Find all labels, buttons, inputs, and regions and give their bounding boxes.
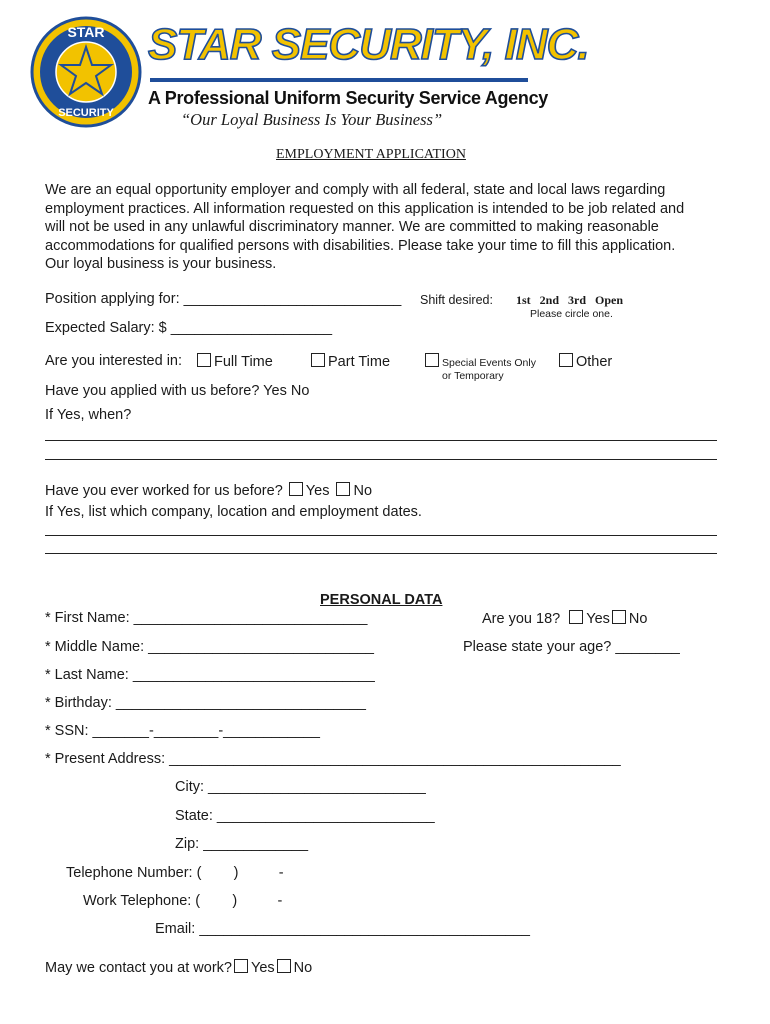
shift-label: Shift desired: xyxy=(420,293,493,307)
salary-field[interactable]: Expected Salary: $ ____________________ xyxy=(45,320,333,336)
age-18-no-checkbox[interactable] xyxy=(612,610,626,624)
city-field[interactable]: City: ___________________________ xyxy=(175,779,426,795)
special-events-label-2: or Temporary xyxy=(442,370,504,382)
contact-work-yes-label: Yes xyxy=(250,960,275,976)
intro-line: We are an equal opportunity employer and comply with all federal, state and local laws regarding xyxy=(45,182,666,198)
work-telephone-field[interactable]: Work Telephone: ( ) - xyxy=(83,893,283,909)
other-option[interactable] xyxy=(559,353,612,370)
birthday-field[interactable]: * Birthday: _______________________________ xyxy=(45,695,366,711)
intro-line: accommodations for qualified persons with disabilities. Please take your time to fill this application. xyxy=(45,237,676,254)
other-checkbox[interactable] xyxy=(559,353,573,367)
contact-work-no-label: No xyxy=(293,960,313,976)
ssn-field[interactable]: * SSN: _______-________-____________ xyxy=(45,723,320,739)
position-field[interactable]: Position applying for: ___________________________ xyxy=(45,291,402,307)
intro-line: Our loyal business is your business. xyxy=(45,256,277,272)
state-field[interactable]: State: ___________________________ xyxy=(175,808,435,824)
intro-line: employment practices. All information requested on this application is intended to be job related and xyxy=(45,200,685,217)
intro-paragraph xyxy=(45,181,735,274)
full-time-label: Full Time xyxy=(214,354,273,370)
brand-rule xyxy=(150,78,528,82)
contact-work-question xyxy=(45,959,312,976)
part-time-checkbox[interactable] xyxy=(311,353,325,367)
worked-before-question xyxy=(45,482,372,499)
age-18-yes-label: Yes xyxy=(586,611,610,627)
worked-no-checkbox[interactable] xyxy=(336,482,350,496)
special-events-checkbox[interactable] xyxy=(425,353,439,367)
contact-work-no-checkbox[interactable] xyxy=(277,959,291,973)
worked-no-label: No xyxy=(353,483,373,499)
age-field[interactable]: Please state your age? ________ xyxy=(463,639,680,655)
logo-text-bottom: SECURITY xyxy=(58,107,114,119)
document-title: EMPLOYMENT APPLICATION xyxy=(276,147,466,162)
age-18-no-label: No xyxy=(628,611,648,627)
applied-before-question[interactable]: Have you applied with us before? Yes No xyxy=(45,383,310,399)
age-18-label: Are you 18? xyxy=(482,611,561,627)
company-tagline: A Professional Uniform Security Service Agency xyxy=(148,88,549,108)
shift-note: Please circle one. xyxy=(530,308,613,320)
part-time-label: Part Time xyxy=(328,354,391,370)
worked-details-line[interactable] xyxy=(45,535,717,536)
worked-before-label: Have you ever worked for us before? xyxy=(45,483,283,499)
email-field[interactable]: Email: _________________________________________ xyxy=(155,921,530,937)
address-field[interactable]: * Present Address: ________________________________________________________ xyxy=(45,751,621,767)
worked-yes-label: Yes xyxy=(305,483,330,499)
applied-when-label: If Yes, when? xyxy=(45,407,132,423)
age-18-question xyxy=(482,610,647,627)
personal-data-heading: PERSONAL DATA xyxy=(320,592,443,608)
zip-field[interactable]: Zip: _____________ xyxy=(175,836,309,852)
full-time-checkbox[interactable] xyxy=(197,353,211,367)
special-events-label: Special Events Only xyxy=(442,357,536,369)
applied-when-line[interactable] xyxy=(45,440,717,441)
contact-work-label: May we contact you at work? xyxy=(45,960,232,976)
logo-text-top: STAR xyxy=(67,24,105,40)
company-motto: “Our Loyal Business Is Your Business” xyxy=(181,110,443,129)
interest-label: Are you interested in: xyxy=(45,353,183,369)
contact-work-yes-checkbox[interactable] xyxy=(234,959,248,973)
age-18-yes-checkbox[interactable] xyxy=(569,610,583,624)
shift-options[interactable]: 1st 2nd 3rd Open xyxy=(516,293,624,307)
intro-line: will not be used in any unlawful discriminatory manner. We are committed to making reasonable xyxy=(45,219,659,235)
telephone-field[interactable]: Telephone Number: ( ) - xyxy=(66,865,284,881)
other-label: Other xyxy=(576,354,613,370)
part-time-option[interactable] xyxy=(311,353,390,370)
star-security-logo xyxy=(30,16,142,128)
special-events-option[interactable] xyxy=(425,353,536,370)
applied-when-line[interactable] xyxy=(45,459,717,460)
full-time-option[interactable] xyxy=(197,353,273,370)
worked-yes-checkbox[interactable] xyxy=(289,482,303,496)
company-name: STAR SECURITY, INC. xyxy=(148,20,589,69)
first-name-field[interactable]: * First Name: _____________________________ xyxy=(45,610,368,626)
last-name-field[interactable]: * Last Name: ______________________________ xyxy=(45,667,375,683)
middle-name-field[interactable]: * Middle Name: ____________________________ xyxy=(45,639,374,655)
worked-details-line[interactable] xyxy=(45,553,717,554)
worked-details-label: If Yes, list which company, location and employment dates. xyxy=(45,504,422,520)
